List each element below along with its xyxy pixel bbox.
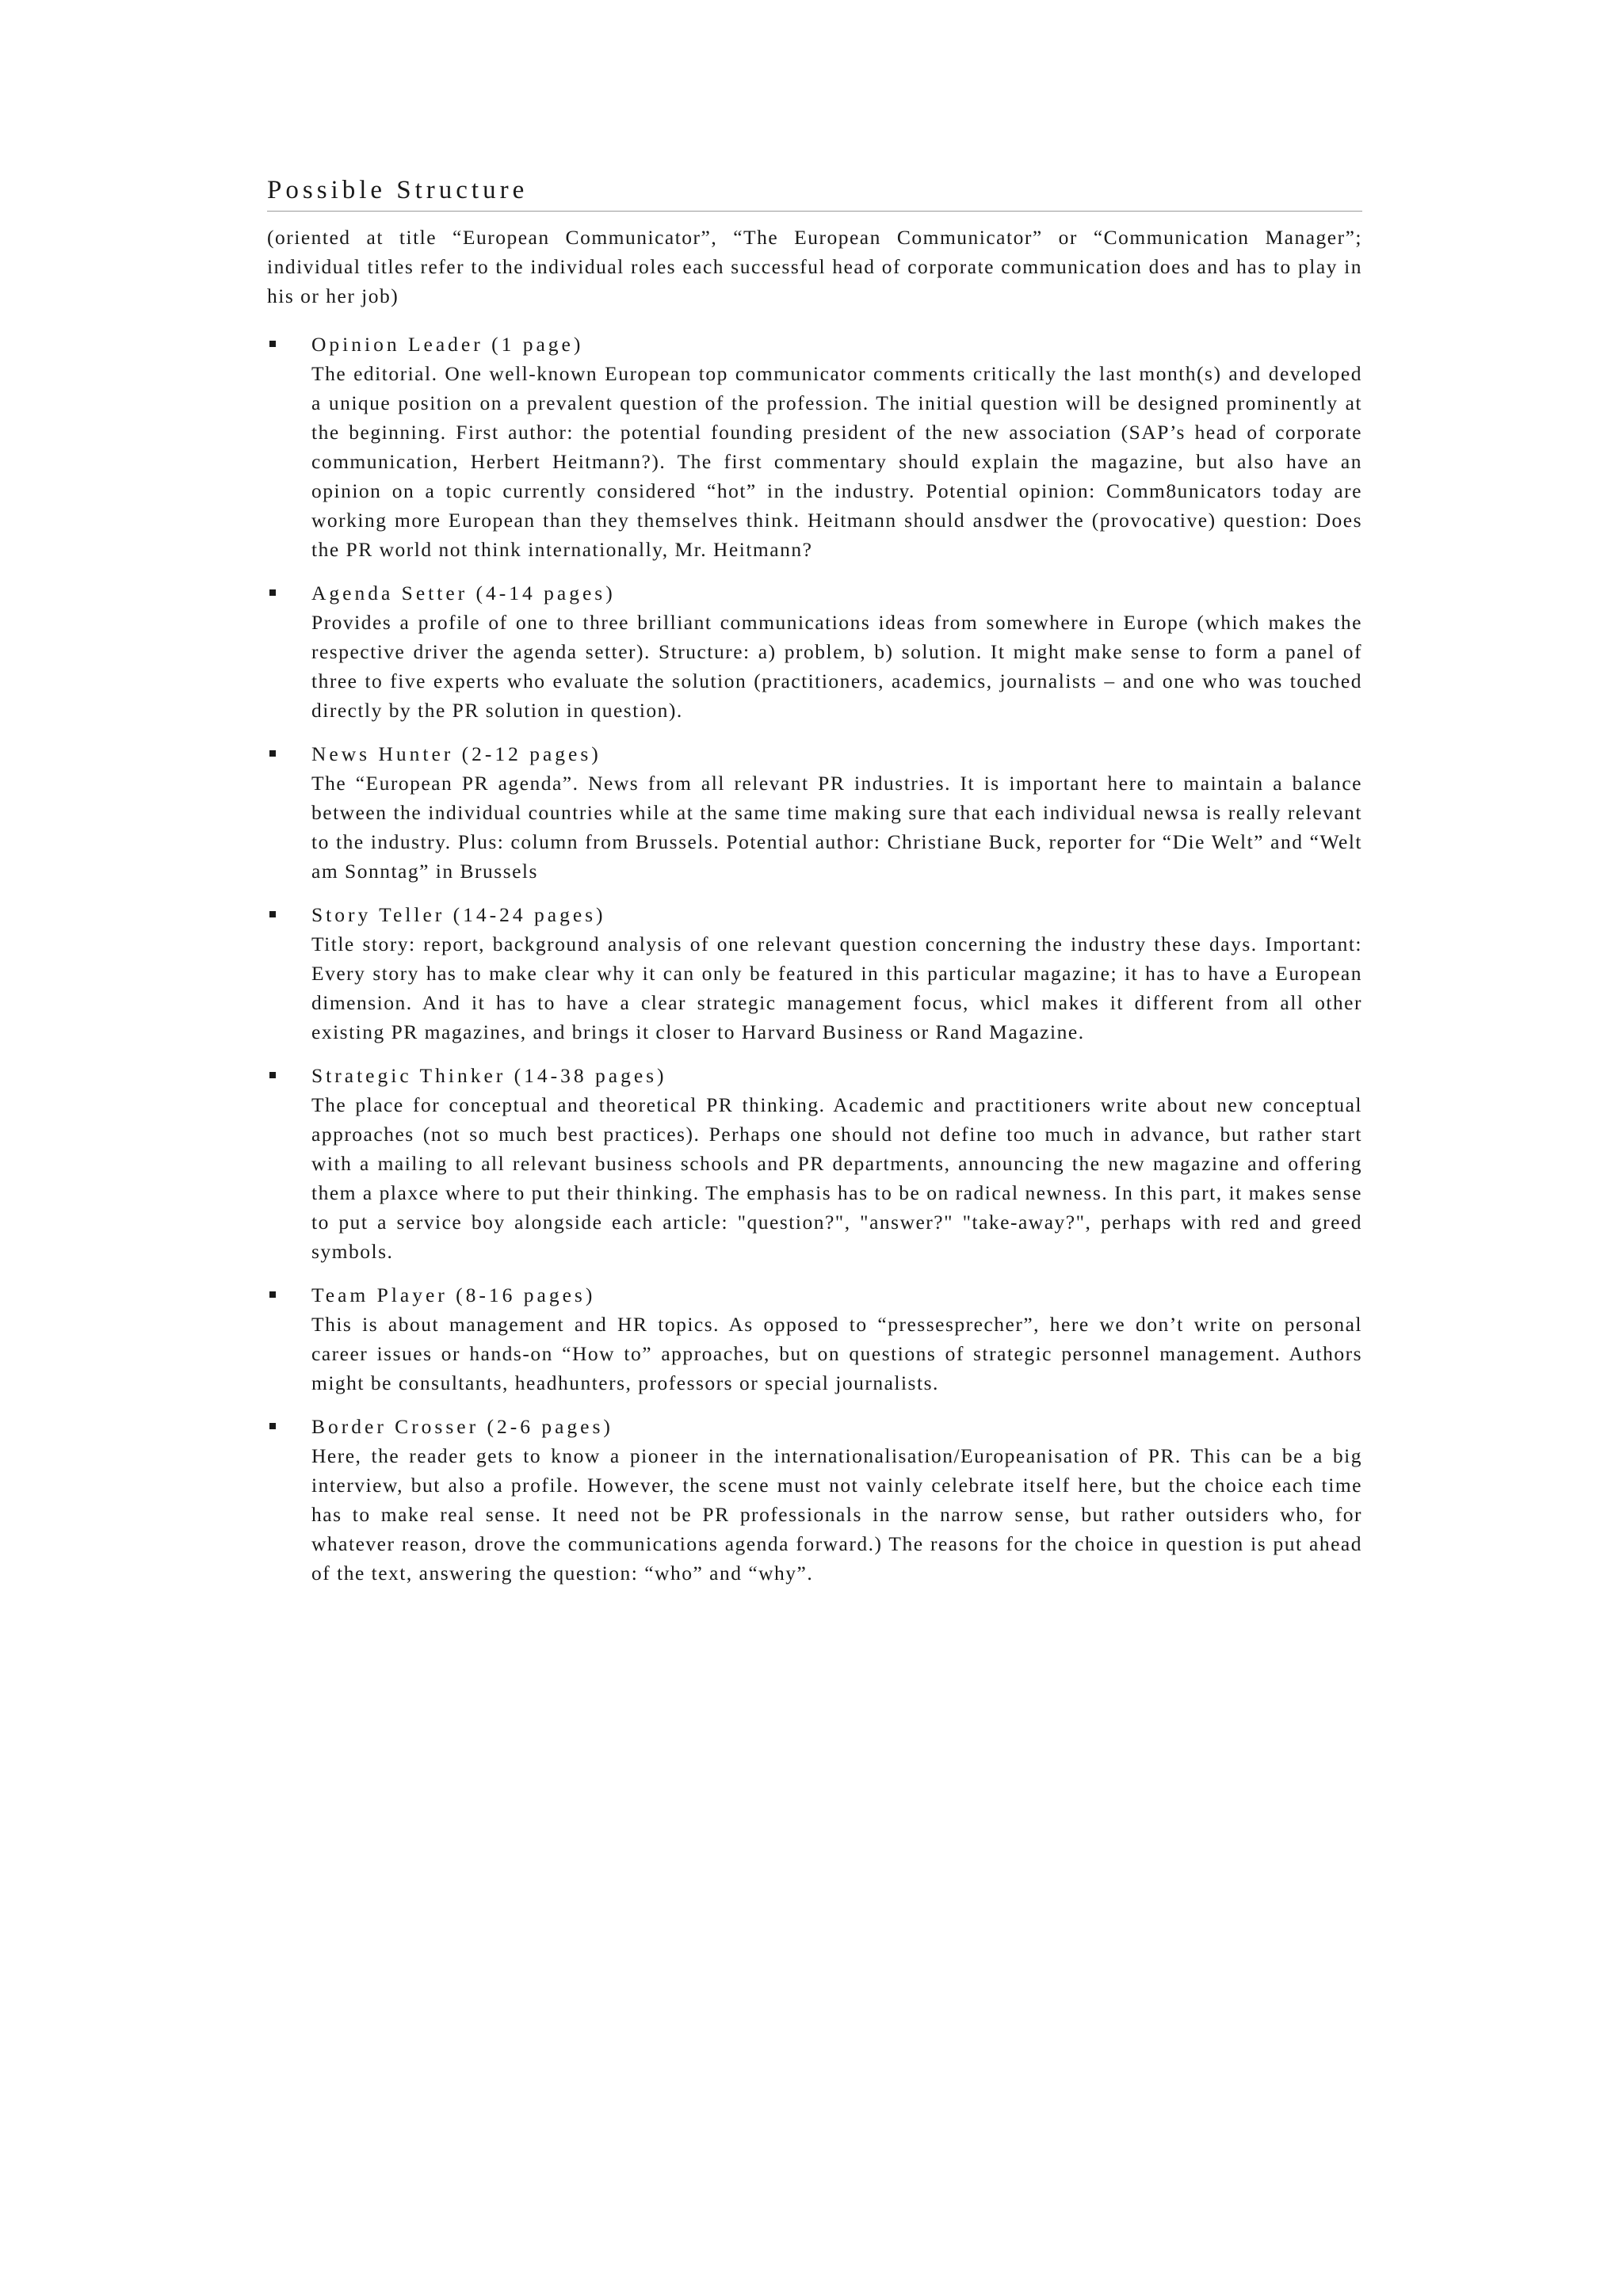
- section-heading: Opinion Leader (1 page): [311, 333, 584, 356]
- section-heading: Border Crosser (2-6 pages): [311, 1415, 613, 1438]
- section-body: This is about management and HR topics. As opposed to “pressesprecher”, here we don’t write on personal career issues or hands-on “How to” approaches, but on questions of strategic personnel management. Authors might be consultants, headhunters, professors or special journalists.: [311, 1313, 1362, 1394]
- section-heading: Story Teller (14-24 pages): [311, 903, 606, 926]
- section-heading: Team Player (8-16 pages): [311, 1283, 596, 1306]
- section-body: Here, the reader gets to know a pioneer in the internationalisation/Europeanisation of PR. This can be a big interview, but also a profile. However, the scene must not vainly celebrate itself here, but the choice each time has to make real sense. It need not be PR professionals in the narrow sense, but rather outsiders who, for whatever reason, drove the communications agenda forward.) The reasons for the choice in question is put ahead of the text, answering the question: “who” and “why”.: [311, 1444, 1362, 1585]
- section-opinion-leader: [267, 330, 1362, 564]
- bullet-icon: [269, 1423, 276, 1429]
- section-border-crosser: [267, 1412, 1362, 1588]
- bullet-icon: [269, 589, 276, 596]
- bullet-icon: [269, 1291, 276, 1298]
- section-story-teller: [267, 900, 1362, 1047]
- section-body: Title story: report, background analysis of one relevant question concerning the industry these days. Important: Every story has to make clear why it can only be featured in this particular magazine; it has to have a European dimension. And it has to have a clear strategic management focus, whicl makes it different from all other existing PR magazines, and brings it closer to Harvard Business or Rand Magazine.: [311, 933, 1362, 1043]
- section-body: The place for conceptual and theoretical PR thinking. Academic and practitioners write about new conceptual approaches (not so much best practices). Perhaps one should not define too much in advance, but rather start with a mailing to all relevant business schools and PR departments, announcing the new magazine and offering them a plaxce where to put their thinking. The emphasis has to be on radical newness. In this part, it makes sense to put a service boy alongside each article: "question?", "answer?" "take-away?", perhaps with red and greed symbols.: [311, 1093, 1362, 1263]
- section-agenda-setter: [267, 578, 1362, 725]
- section-heading: News Hunter (2-12 pages): [311, 742, 601, 765]
- bullet-icon: [269, 750, 276, 757]
- document-page: [267, 173, 1362, 1602]
- section-heading: Strategic Thinker (14-38 pages): [311, 1064, 667, 1087]
- document-title: Possible Structure: [267, 173, 1362, 212]
- bullet-icon: [269, 911, 276, 917]
- section-body: The editorial. One well-known European top communicator comments critically the last month(s) and developed a unique position on a prevalent question of the profession. The initial question will be designed prominently at the beginning. First author: the potential founding president of the new association (SAP’s head of corporate communication, Herbert Heitmann?). The first commentary should explain the magazine, but also have an opinion on a topic currently considered “hot” in the industry. Potential opinion: Comm8unicators today are working more European than they themselves think. Heitmann should ansdwer the (provocative) question: Does the PR world not think internationally, Mr. Heitmann?: [311, 362, 1362, 561]
- section-list: [267, 330, 1362, 1588]
- bullet-icon: [269, 1072, 276, 1078]
- section-heading: Agenda Setter (4-14 pages): [311, 582, 616, 605]
- section-body: Provides a profile of one to three brilliant communications ideas from somewhere in Europe (which makes the respective driver the agenda setter). Structure: a) problem, b) solution. It might make sense to form a panel of three to five experts who evaluate the solution (practitioners, academics, journalists – and one who was touched directly by the PR solution in question).: [311, 611, 1362, 722]
- bullet-icon: [269, 341, 276, 347]
- section-strategic-thinker: [267, 1061, 1362, 1266]
- section-team-player: [267, 1280, 1362, 1398]
- section-body: The “European PR agenda”. News from all relevant PR industries. It is important here to maintain a balance between the individual countries while at the same time making sure that each individual newsa is really relevant to the industry. Plus: column from Brussels. Potential author: Christiane Buck, reporter for “Die Welt” and “Welt am Sonntag” in Brussels: [311, 772, 1362, 883]
- section-news-hunter: [267, 739, 1362, 886]
- intro-paragraph: (oriented at title “European Communicator”, “The European Communicator” or “Communication Manager”; individual titles refer to the individual roles each successful head of corporate communication does and has to play in his or her job): [267, 226, 1362, 307]
